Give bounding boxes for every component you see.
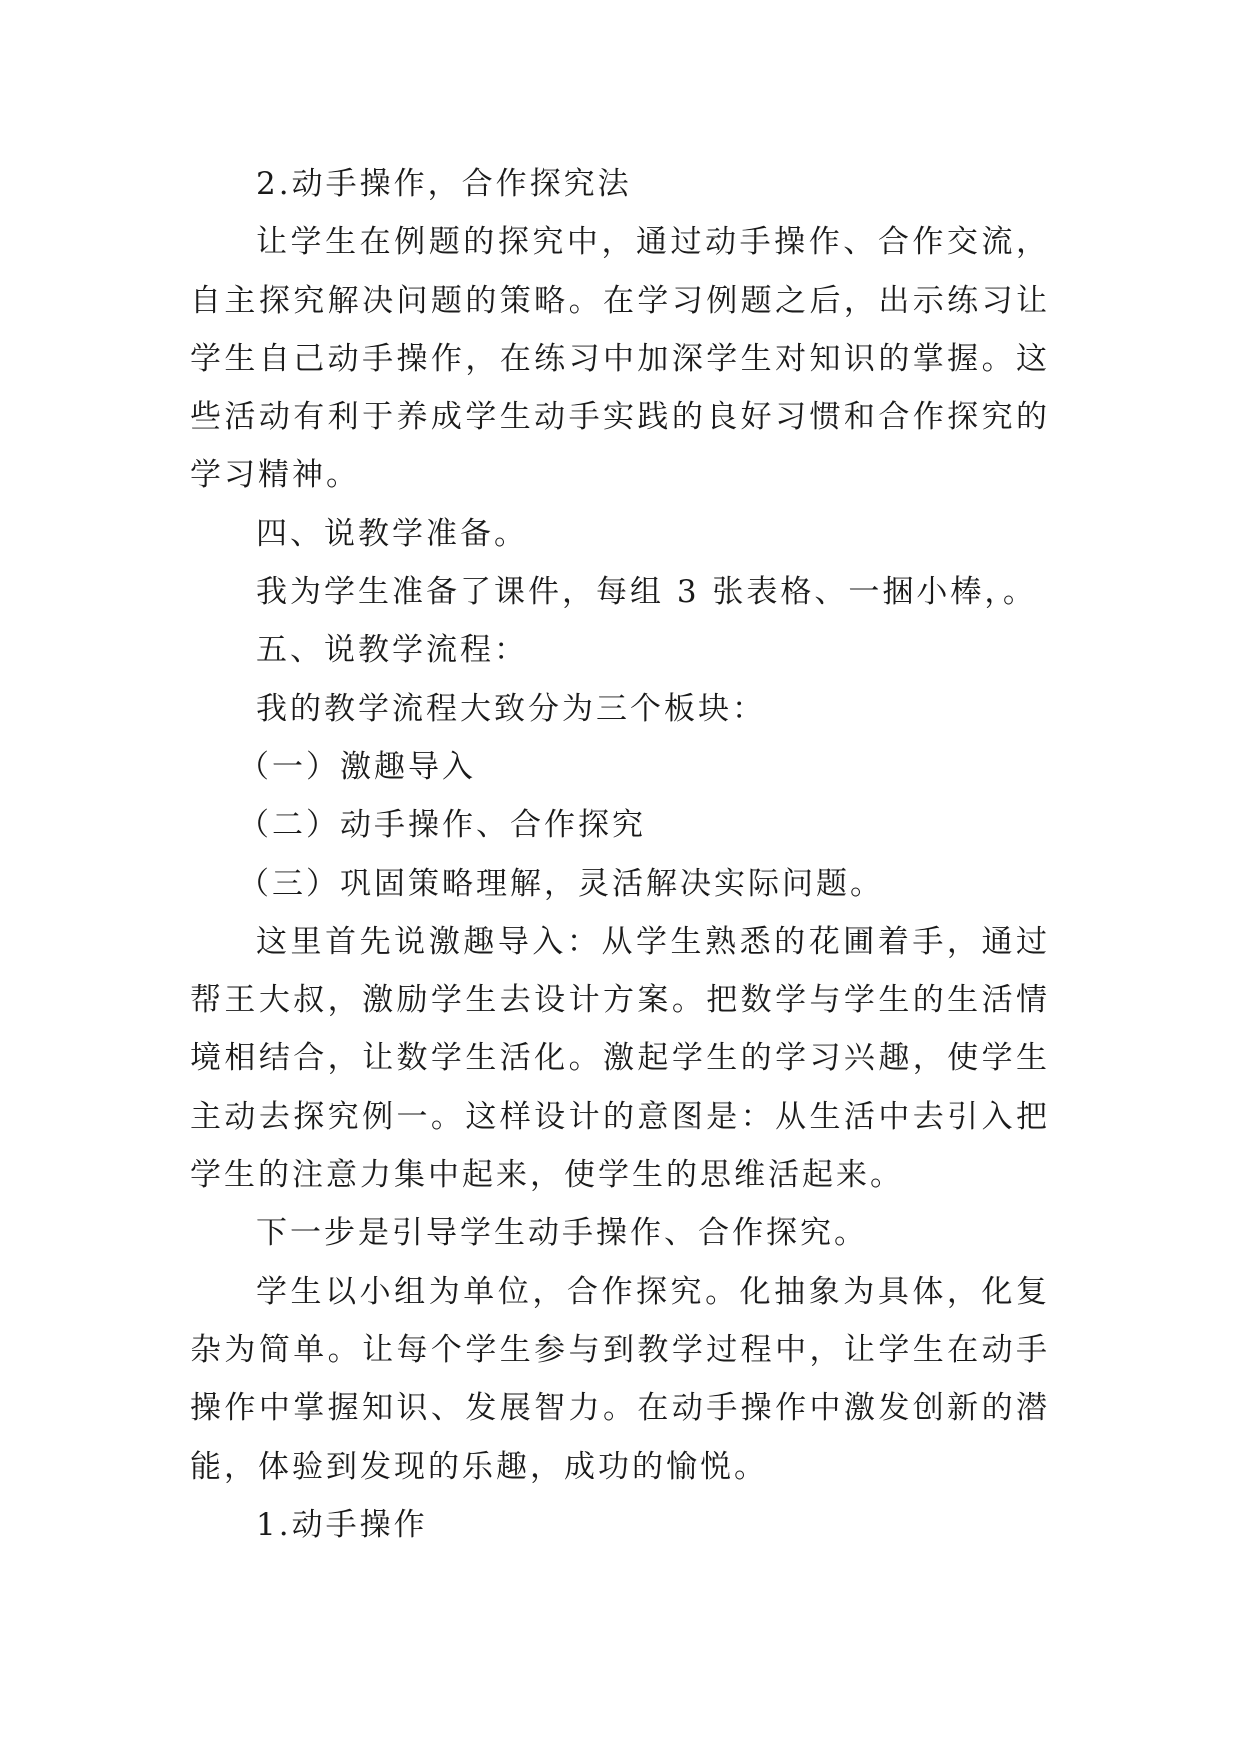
teaching-preparation-paragraph: 我为学生准备了课件，每组 3 张表格、一捆小棒，。 xyxy=(256,574,1037,611)
next-step-paragraph: 下一步是引导学生动手操作、合作探究。 xyxy=(256,1215,868,1252)
subsection-heading-hands-on: 1.动手操作 xyxy=(256,1506,428,1543)
method-heading: 2.动手操作，合作探究法 xyxy=(256,166,632,202)
method-description-paragraph: 让学生在例题的探究中，通过动手操作、合作交流，自主探究解决问题的策略。在学习例题之后，出示练习让学生自己动手操作，在练习中加深学生对知识的掌握。这些活动有利于养成学生动手实践的良好习惯和合作探究的学习精神。 xyxy=(190,224,1050,494)
process-list-item-3: （三）巩固策略理解，灵活解决实际问题。 xyxy=(238,865,884,902)
document-body xyxy=(190,155,1050,1554)
teaching-process-intro-paragraph: 我的教学流程大致分为三个板块： xyxy=(256,690,766,727)
process-list-item-2: （二）动手操作、合作探究 xyxy=(238,807,646,844)
group-cooperation-paragraph: 学生以小组为单位，合作探究。化抽象为具体，化复杂为简单。让每个学生参与到教学过程中，让学生在动手操作中掌握知识、发展智力。在动手操作中激发创新的潜能，体验到发现的乐趣，成功的愉悦。 xyxy=(190,1273,1050,1485)
section-heading-teaching-preparation: 四、说教学准备。 xyxy=(256,515,528,552)
section-heading-teaching-process: 五、说教学流程： xyxy=(256,632,528,669)
process-list-item-1: （一）激趣导入 xyxy=(238,748,476,785)
introduction-explanation-paragraph: 这里首先说激趣导入：从学生熟悉的花圃着手，通过帮王大叔，激励学生去设计方案。把数学与学生的生活情境相结合，让数学生活化。激起学生的学习兴趣，使学生主动去探究例一。这样设计的意图是：从生活中去引入把学生的注意力集中起来，使学生的思维活起来。 xyxy=(190,923,1050,1194)
